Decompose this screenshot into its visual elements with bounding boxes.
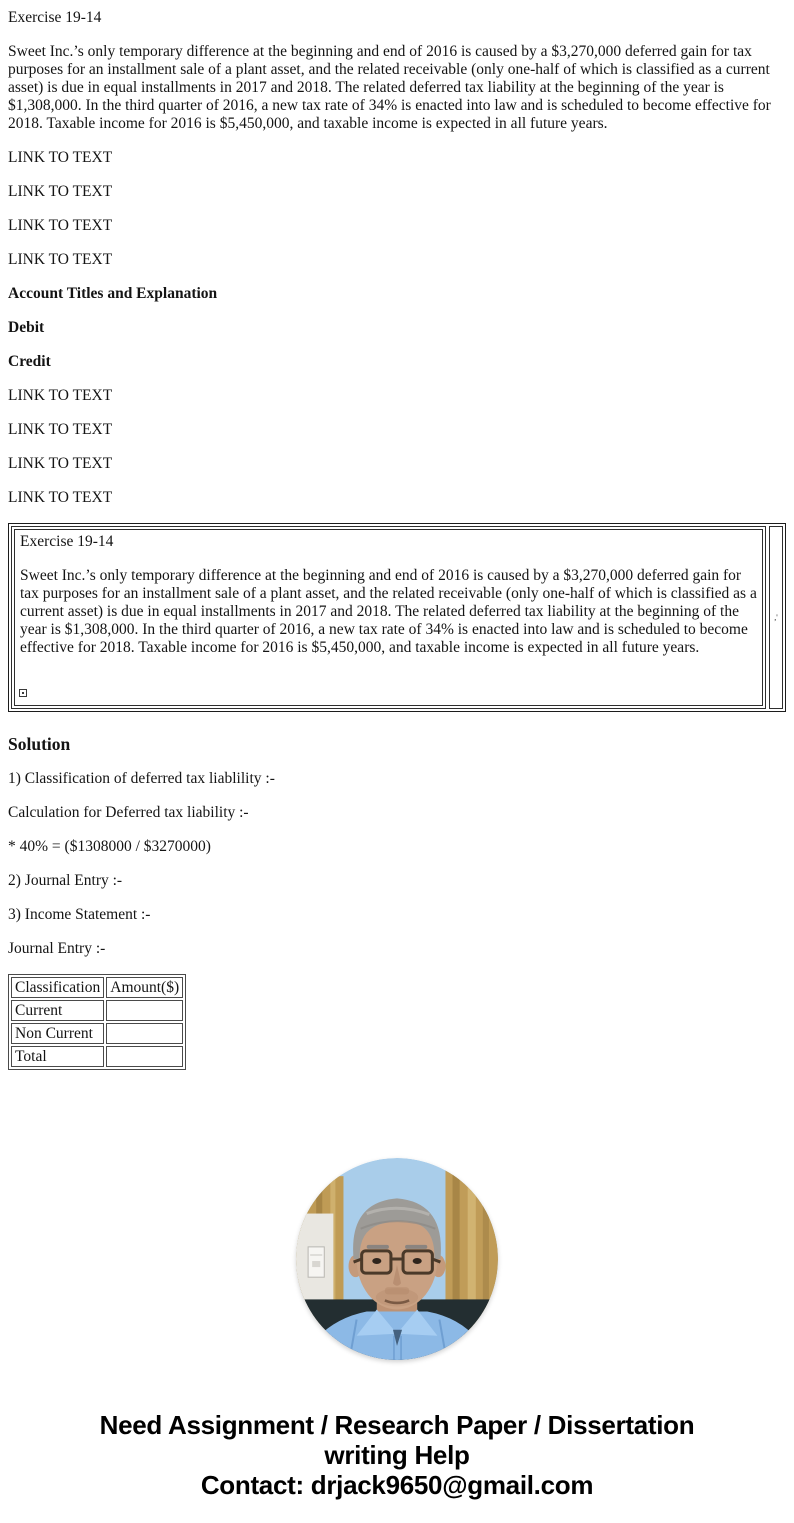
- link-to-text-2[interactable]: LINK TO TEXT: [8, 183, 113, 200]
- table-header-classification: Classification: [11, 977, 104, 998]
- journal-header-debit: Debit: [8, 319, 45, 336]
- table-cell-total-label: Total: [11, 1046, 104, 1067]
- table-cell-current-amount: [106, 1000, 183, 1021]
- solution-line-2: Calculation for Deferred tax liability :-: [8, 804, 249, 821]
- missing-glyph-dot: [22, 692, 24, 694]
- exercise-title: Exercise 19-14: [8, 9, 102, 26]
- missing-glyph-box: [19, 689, 27, 697]
- table-row-noncurrent: [11, 1023, 183, 1044]
- journal-header-credit: Credit: [8, 353, 51, 370]
- solution-line-5: 3) Income Statement :-: [8, 906, 151, 923]
- embed-inner-frame: [14, 529, 763, 706]
- solution-line-6: Journal Entry :-: [8, 940, 106, 957]
- table-cell-current-label: Current: [11, 1000, 104, 1021]
- table-header-amount: Amount($): [106, 977, 183, 998]
- document-content: [0, 9, 794, 1500]
- link-to-text-6[interactable]: LINK TO TEXT: [8, 421, 113, 438]
- embed-exercise-body: Sweet Inc.’s only temporary difference at the beginning and end of 2016 is caused by a $3,270,000 deferred gain for tax purposes for an installment sale of a plant asset, and the related receivable (only one-half of which is classified as a current asset) is due in equal installments in 2017 and 2018. The related deferred tax liability at the beginning of the year is $1,308,000. In the third quarter of 2016, a new tax rate of 34% is enacted into law and is scheduled to become effective for 2018. Taxable income for 2016 is $5,450,000, and taxable income is expected in all future years.: [20, 567, 757, 656]
- scrollbar-mark: ,': [774, 612, 778, 622]
- solution-line-1: 1) Classification of deferred tax liablility :-: [8, 770, 275, 787]
- table-cell-noncurrent-label: Non Current: [11, 1023, 104, 1044]
- embed-exercise-title: Exercise 19-14: [20, 533, 114, 550]
- embed-main-cell: [11, 526, 766, 709]
- table-row-current: [11, 1000, 183, 1021]
- solution-line-4: 2) Journal Entry :-: [8, 872, 123, 889]
- solution-heading: Solution: [8, 734, 71, 754]
- table-cell-total-amount: [106, 1046, 183, 1067]
- table-cell-noncurrent-amount: [106, 1023, 183, 1044]
- footer-banner: [8, 1410, 786, 1500]
- solution-line-3: * 40% = ($1308000 / $3270000): [8, 838, 211, 855]
- exercise-embed-frame: [8, 523, 786, 712]
- footer-line-2: writing Help: [324, 1440, 470, 1470]
- table-header-row: [11, 977, 183, 998]
- person-photo-illustration: [296, 1158, 498, 1360]
- link-to-text-3[interactable]: LINK TO TEXT: [8, 217, 113, 234]
- link-to-text-5[interactable]: LINK TO TEXT: [8, 387, 113, 404]
- link-to-text-7[interactable]: LINK TO TEXT: [8, 455, 113, 472]
- embed-scrollbar[interactable]: [769, 526, 783, 709]
- table-row-total: [11, 1046, 183, 1067]
- link-to-text-4[interactable]: LINK TO TEXT: [8, 251, 113, 268]
- classification-table: [8, 974, 186, 1070]
- footer-contact-email: Contact: drjack9650@gmail.com: [200, 1470, 594, 1500]
- link-to-text-1[interactable]: LINK TO TEXT: [8, 149, 113, 166]
- link-to-text-8[interactable]: LINK TO TEXT: [8, 489, 113, 506]
- exercise-body: Sweet Inc.’s only temporary difference at the beginning and end of 2016 is caused by a $3,270,000 deferred gain for tax purposes for an installment sale of a plant asset, and the related receivable (only one-half of which is classified as a current asset) is due in equal installments in 2017 and 2018. The related deferred tax liability at the beginning of the year is $1,308,000. In the third quarter of 2016, a new tax rate of 34% is enacted into law and is scheduled to become effective for 2018. Taxable income for 2016 is $5,450,000, and taxable income is expected in all future years.: [8, 43, 771, 132]
- footer-line-1: Need Assignment / Research Paper / Dissertation: [99, 1410, 695, 1440]
- tutor-photo-avatar: [296, 1158, 498, 1360]
- journal-header-account-titles: Account Titles and Explanation: [8, 285, 218, 302]
